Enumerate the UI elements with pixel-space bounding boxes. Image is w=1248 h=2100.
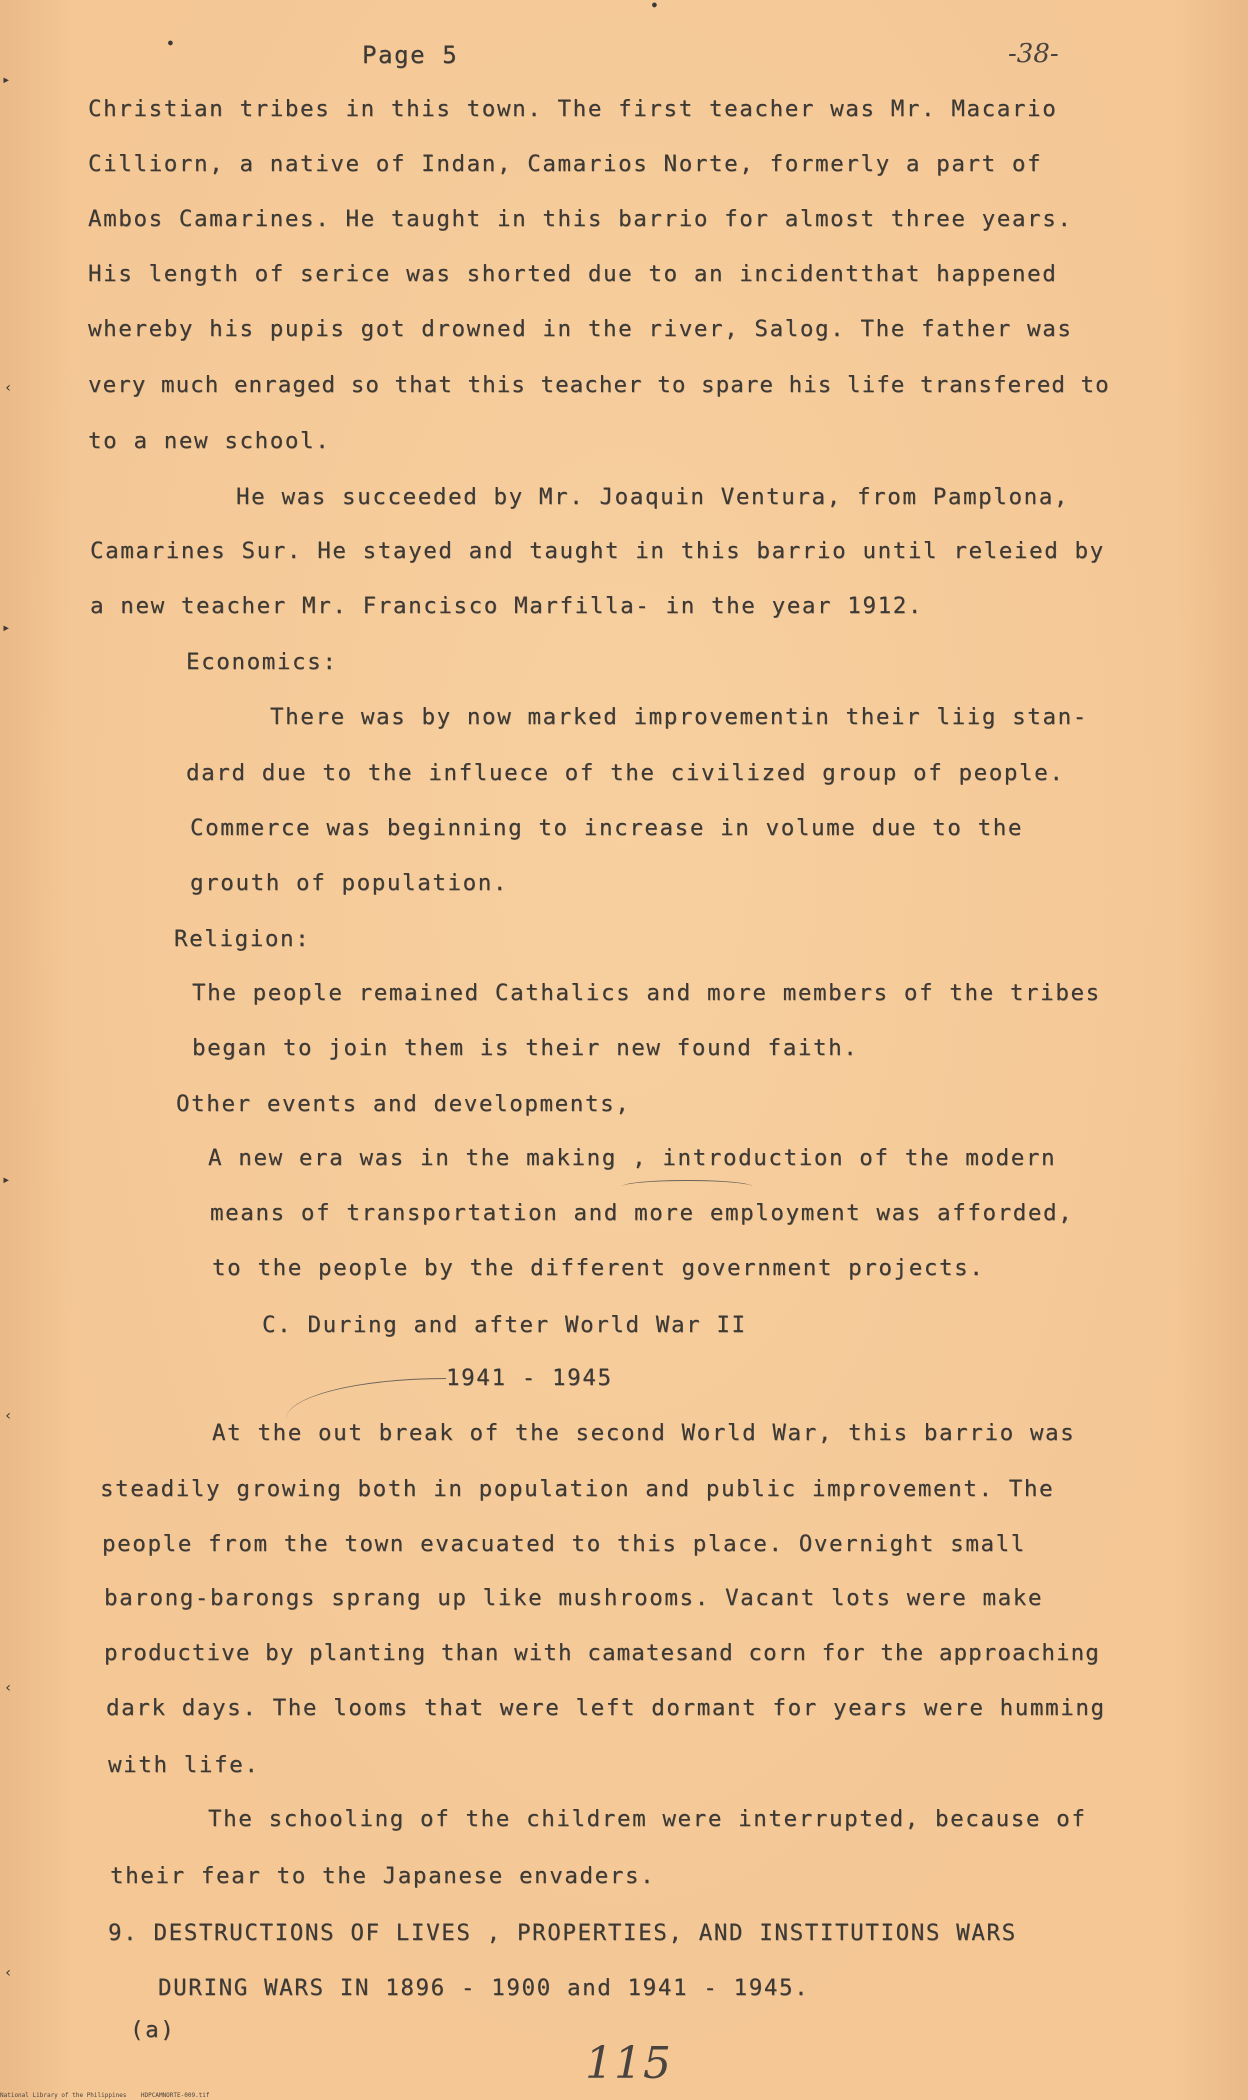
numbered-heading: 9. DESTRUCTIONS OF LIVES , PROPERTIES, AND INSTITUTIONS WARS xyxy=(108,1920,1017,1946)
page-number: -38- xyxy=(1008,39,1059,69)
body-line: a new teacher Mr. Francisco Marfilla- in the year 1912. xyxy=(90,593,924,619)
body-line: At the out break of the second World War, this barrio was xyxy=(212,1420,1076,1446)
body-line: dark days. The looms that were left dormant for years were humming xyxy=(106,1695,1106,1721)
body-line: to a new school. xyxy=(88,428,331,454)
section-years: 1941 - 1945 xyxy=(446,1365,613,1391)
body-line: barong-barongs sprang up like mushrooms. Vacant lots were make xyxy=(104,1585,1044,1611)
speck: ● xyxy=(168,38,173,47)
section-heading-other-events: Other events and developments, xyxy=(176,1091,631,1117)
body-line: His length of serice was shorted due to an incidentthat happened xyxy=(88,261,1058,287)
body-line: grouth of population. xyxy=(190,870,509,896)
margin-mark: ▸ xyxy=(2,620,11,636)
body-line: dard due to the influece of the civilized group of people. xyxy=(186,760,1065,786)
body-line: to the people by the different government projects. xyxy=(212,1255,985,1281)
margin-mark: ‹ xyxy=(4,1680,13,1696)
margin-mark: ▸ xyxy=(2,72,11,88)
body-line: Ambos Camarines. He taught in this barrio for almost three years. xyxy=(88,206,1073,232)
body-line: Camarines Sur. He stayed and taught in this barrio until releied by xyxy=(90,538,1105,564)
body-line: There was by now marked improvementin their liig stan- xyxy=(270,704,1088,730)
section-heading-economics: Economics: xyxy=(186,649,338,675)
body-line: Cilliorn, a native of Indan, Camarios Norte, formerly a part of xyxy=(88,151,1043,177)
body-line: A new era was in the making , introduction of the modern xyxy=(208,1145,1057,1171)
body-line: with life. xyxy=(108,1752,260,1778)
speck: ● xyxy=(652,0,657,9)
body-line: The schooling of the childrem were interrupted, because of xyxy=(208,1806,1087,1832)
numbered-heading-continued: DURING WARS IN 1896 - 1900 and 1941 - 1945. xyxy=(158,1975,810,2001)
body-line: The people remained Cathalics and more members of the tribes xyxy=(192,980,1101,1006)
margin-mark: ‹ xyxy=(4,1965,13,1981)
body-line: He was succeeded by Mr. Joaquin Ventura, from Pamplona, xyxy=(236,484,1070,510)
margin-mark: ‹ xyxy=(4,1408,13,1424)
body-line: steadily growing both in population and public improvement. The xyxy=(100,1476,1055,1502)
body-line: productive by planting than with camatesand corn for the approaching xyxy=(104,1640,1100,1666)
handwritten-number: 115 xyxy=(585,2038,672,2089)
section-heading-religion: Religion: xyxy=(174,926,311,952)
scan-footer: National Library of the Philippines HDPCAMNORTE-009.tif xyxy=(0,2092,210,2099)
body-line: means of transportation and more employment was afforded, xyxy=(210,1200,1074,1226)
subsection-marker: (a) xyxy=(130,2017,176,2043)
body-line: Commerce was beginning to increase in volume due to the xyxy=(190,815,1024,841)
pen-mark xyxy=(286,1378,446,1419)
page-label: Page 5 xyxy=(362,41,459,69)
pen-mark xyxy=(622,1180,752,1193)
body-line: began to join them is their new found faith. xyxy=(192,1035,859,1061)
body-line: people from the town evacuated to this place. Overnight small xyxy=(102,1531,1026,1557)
margin-mark: ▸ xyxy=(2,1172,11,1188)
margin-mark: ‹ xyxy=(4,380,13,396)
body-line: their fear to the Japanese envaders. xyxy=(110,1863,656,1889)
body-line: very much enraged so that this teacher to spare his life transfered to xyxy=(88,372,1110,398)
body-line: Christian tribes in this town. The first teacher was Mr. Macario xyxy=(88,96,1058,122)
section-heading-world-war: C. During and after World War II xyxy=(262,1312,747,1338)
body-line: whereby his pupis got drowned in the river, Salog. The father was xyxy=(88,316,1073,342)
